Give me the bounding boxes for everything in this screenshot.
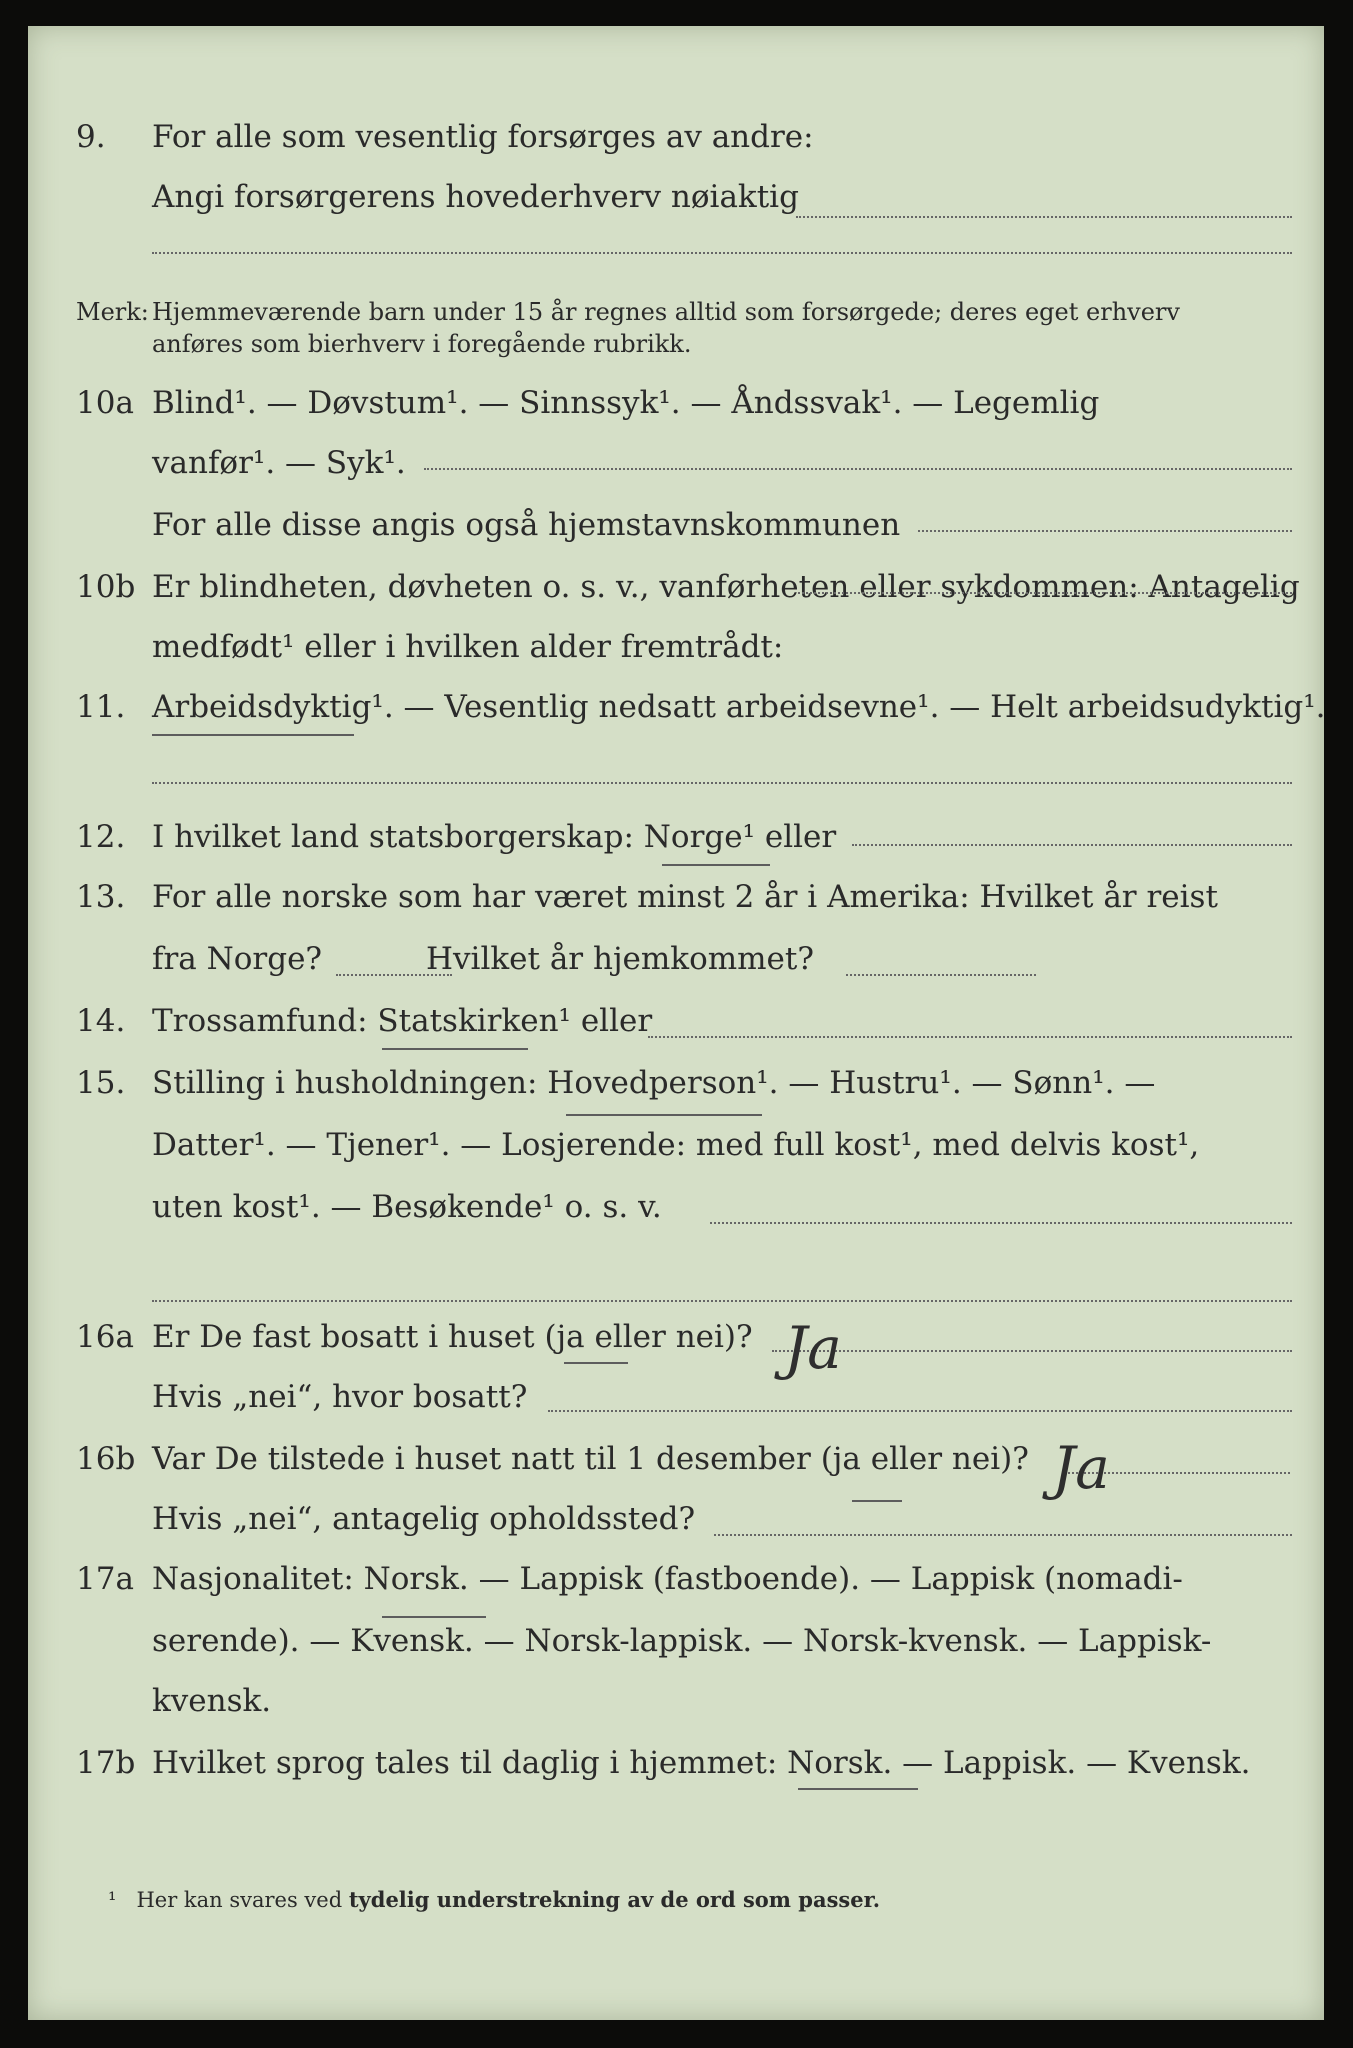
underline-mark bbox=[566, 1114, 762, 1116]
item-number: 15. bbox=[76, 1065, 126, 1101]
question-text: fra Norge? bbox=[152, 941, 323, 977]
answer-line bbox=[548, 1410, 1292, 1412]
question-text: Hjemmeværende barn under 15 år regnes alltid som forsørgede; deres eget erhverv bbox=[152, 298, 1180, 326]
answer-line bbox=[714, 1534, 1292, 1536]
footnote-mark: ¹ bbox=[108, 1888, 117, 1912]
question-text: Hvilket år hjemkommet? bbox=[426, 941, 814, 977]
question-text: uten kost¹. — Besøkende¹ o. s. v. bbox=[152, 1189, 662, 1225]
item-number: Merk: bbox=[76, 298, 149, 326]
question-text: I hvilket land statsborgerskap: Norge¹ eller bbox=[152, 819, 837, 855]
item-number: 16b bbox=[76, 1441, 136, 1477]
question-text: medfødt¹ eller i hvilken alder fremtrådt: bbox=[152, 629, 784, 665]
answer-line bbox=[846, 974, 1036, 976]
answer-line bbox=[152, 782, 1292, 784]
underline-mark bbox=[852, 1500, 902, 1502]
underline-mark bbox=[798, 1788, 918, 1790]
question-text: For alle som vesentlig forsørges av andre: bbox=[152, 119, 814, 155]
item-number: 17a bbox=[76, 1561, 134, 1597]
question-text: Er blindheten, døvheten o. s. v., vanførheten eller sykdommen: Antagelig bbox=[152, 569, 1300, 605]
answer-line bbox=[796, 216, 1292, 218]
question-text: Angi forsørgerens hovederhverv nøiaktig bbox=[152, 179, 799, 215]
question-text: Datter¹. — Tjener¹. — Losjerende: med full kost¹, med delvis kost¹, bbox=[152, 1127, 1200, 1163]
answer-line bbox=[710, 1222, 1292, 1224]
answer-line bbox=[336, 974, 452, 976]
question-text: Arbeidsdyktig¹. — Vesentlig nedsatt arbeidsevne¹. — Helt arbeidsudyktig¹. bbox=[152, 689, 1326, 725]
question-text: For alle norske som har været minst 2 år i Amerika: Hvilket år reist bbox=[152, 879, 1218, 915]
question-text: vanfør¹. — Syk¹. bbox=[152, 445, 406, 481]
underline-mark bbox=[382, 1616, 486, 1618]
handwritten-answer: Ja bbox=[1052, 1434, 1110, 1502]
footnote-text: Her kan svares ved bbox=[136, 1888, 343, 1912]
answer-line bbox=[152, 252, 1292, 254]
question-text: Nasjonalitet: Norsk. — Lappisk (fastboende). — Lappisk (nomadi- bbox=[152, 1561, 1183, 1597]
underline-mark bbox=[152, 734, 354, 736]
item-number: 16a bbox=[76, 1319, 134, 1355]
question-text: For alle disse angis også hjemstavnskommunen bbox=[152, 507, 901, 543]
question-text: Var De tilstede i huset natt til 1 desember (ja eller nei)? bbox=[152, 1441, 1029, 1477]
item-number: 9. bbox=[76, 119, 106, 155]
answer-line bbox=[152, 1300, 1292, 1302]
answer-line bbox=[798, 592, 1292, 594]
handwritten-answer: Ja bbox=[784, 1314, 842, 1382]
answer-line bbox=[648, 1036, 1292, 1038]
item-number: 14. bbox=[76, 1003, 126, 1039]
question-text: anføres som bierhverv i foregående rubrikk. bbox=[152, 330, 692, 358]
question-text: Hvis „nei“, hvor bosatt? bbox=[152, 1379, 528, 1415]
answer-line bbox=[852, 844, 1292, 846]
question-text: Stilling i husholdningen: Hovedperson¹. — Hustru¹. — Sønn¹. — bbox=[152, 1065, 1156, 1101]
item-number: 11. bbox=[76, 689, 126, 725]
item-number: 17b bbox=[76, 1745, 136, 1781]
underline-mark bbox=[564, 1362, 628, 1364]
underline-mark bbox=[662, 864, 770, 866]
question-text: Trossamfund: Statskirken¹ eller bbox=[152, 1003, 653, 1039]
answer-line bbox=[772, 1350, 1292, 1352]
question-text: Hvilket sprog tales til daglig i hjemmet: Norsk. — Lappisk. — Kvensk. bbox=[152, 1745, 1251, 1781]
footnote bbox=[108, 1887, 880, 1912]
item-number: 12. bbox=[76, 819, 126, 855]
answer-line bbox=[424, 468, 1292, 470]
underline-mark bbox=[382, 1048, 528, 1050]
item-number: 13. bbox=[76, 879, 126, 915]
question-text: Hvis „nei“, antagelig opholdssted? bbox=[152, 1501, 696, 1537]
answer-line bbox=[918, 530, 1292, 532]
census-form-page bbox=[28, 26, 1324, 2020]
question-text: Blind¹. — Døvstum¹. — Sinnssyk¹. — Åndssvak¹. — Legemlig bbox=[152, 385, 1100, 421]
question-text: kvensk. bbox=[152, 1683, 272, 1719]
item-number: 10b bbox=[76, 569, 136, 605]
question-text: serende). — Kvensk. — Norsk-lappisk. — Norsk-kvensk. — Lappisk- bbox=[152, 1623, 1212, 1659]
question-text: Er De fast bosatt i huset (ja eller nei)? bbox=[152, 1319, 753, 1355]
item-number: 10a bbox=[76, 385, 134, 421]
footnote-bold: tydelig understrekning av de ord som passer. bbox=[348, 1887, 881, 1912]
